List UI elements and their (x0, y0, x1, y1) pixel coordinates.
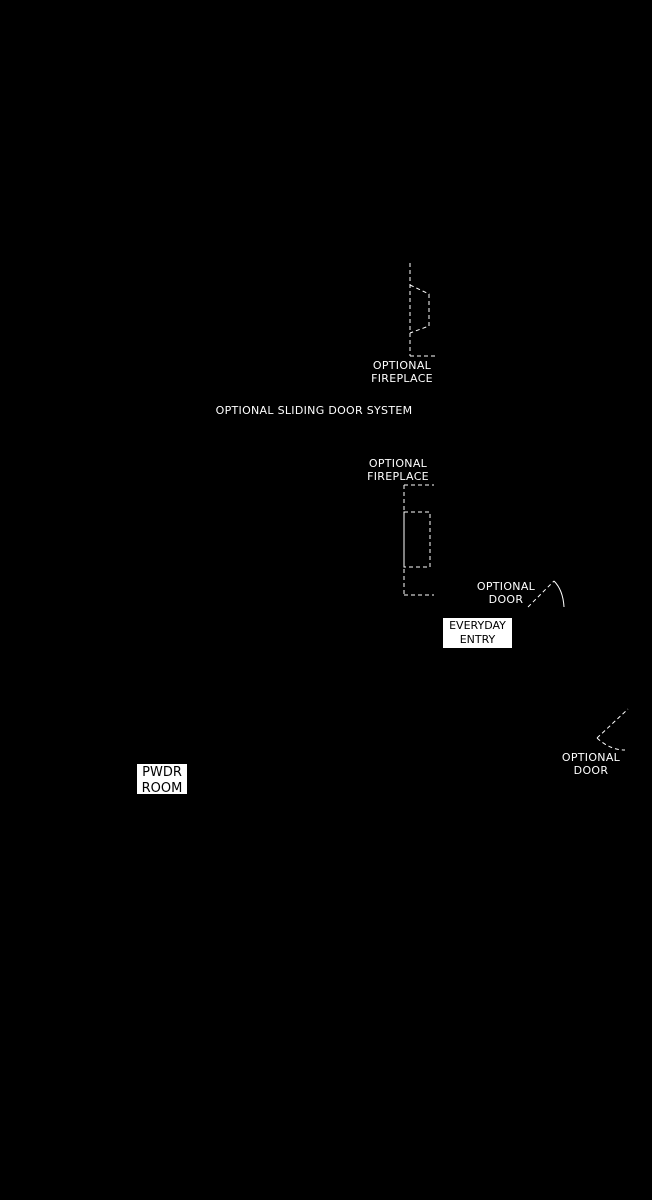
optional-fireplace-upper-line2: FIREPLACE (371, 372, 433, 385)
everyday-entry-tag (443, 618, 512, 648)
fireplace-lower-outline (404, 485, 434, 595)
optional-door-lower-line2: DOOR (573, 764, 609, 777)
fireplace-upper-outline (410, 263, 436, 356)
optional-fireplace-lower-line2: FIREPLACE (367, 470, 429, 483)
optional-fireplace-upper-line1: OPTIONAL (372, 359, 432, 372)
optional-door-lower-line1: OPTIONAL (561, 751, 621, 764)
optional-door-label-upper (470, 580, 542, 606)
optional-fireplace-lower-line1: OPTIONAL (368, 457, 428, 470)
powder-room-line1: PWDR (142, 765, 182, 780)
optional-door-label-lower (555, 751, 627, 777)
optional-fireplace-label-upper (362, 359, 442, 385)
optional-sliding-door-label: OPTIONAL SLIDING DOOR SYSTEM (215, 404, 413, 417)
powder-room-tag (137, 764, 187, 794)
everyday-entry-line1: EVERYDAY (449, 619, 506, 632)
optional-fireplace-label-lower (358, 457, 438, 483)
powder-room-line2: ROOM (141, 781, 183, 794)
optional-door-upper-line2: DOOR (488, 593, 524, 606)
door-lower-swing (597, 709, 628, 750)
everyday-entry-line2: ENTRY (459, 633, 496, 646)
optional-door-upper-line1: OPTIONAL (476, 580, 536, 593)
